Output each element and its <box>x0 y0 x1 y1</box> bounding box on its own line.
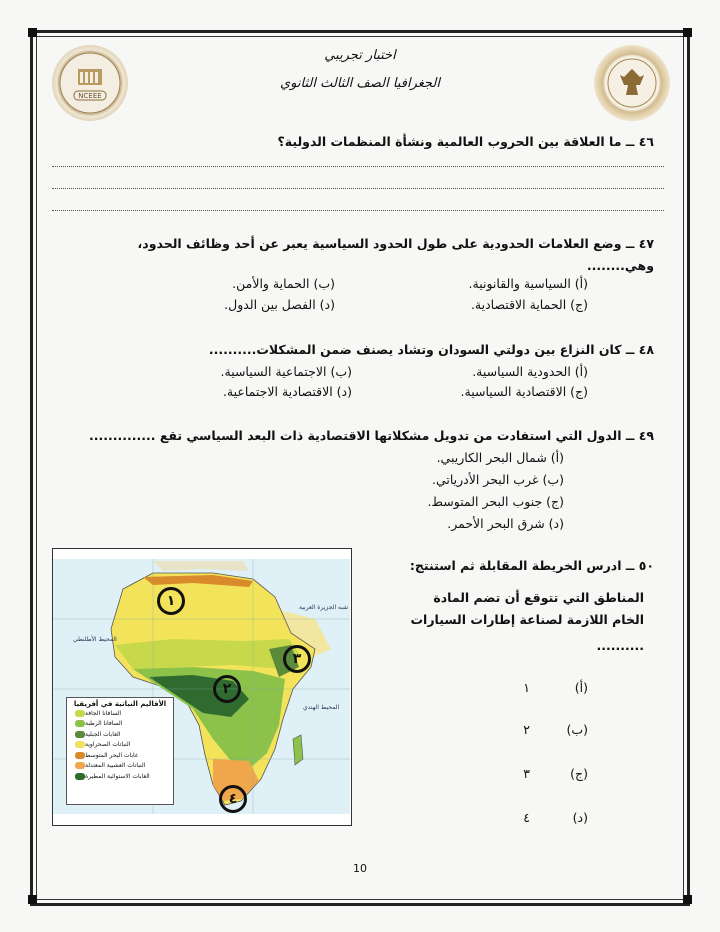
legend-label: النباتات العشبية المعتدلة <box>85 762 146 770</box>
q47-option-b[interactable]: (ب) الحماية والأمن. <box>232 276 335 291</box>
answer-line <box>52 188 664 189</box>
q50-option-d-value: ٤ <box>523 810 530 825</box>
q47-option-d[interactable]: (د) الفصل بين الدول. <box>224 297 335 312</box>
legend-label: السافانا الرطبة <box>85 720 123 728</box>
q48-option-b[interactable]: (ب) الاجتماعية السياسية. <box>220 364 352 379</box>
question-50-line3: الخام اللازمة لصناعة إطارات السيارات <box>410 612 644 627</box>
legend-swatch <box>75 752 85 759</box>
ncee-logo-text: NCEEE <box>78 92 102 100</box>
question-47: ٤٧ ــ وضع العلامات الحدودية على طول الحدود السياسية يعبر عن أحد وظائف الحدود، <box>137 236 654 251</box>
legend-item <box>67 719 173 730</box>
africa-vegetation-map <box>52 548 352 826</box>
legend-label: غابات البحر المتوسط <box>85 751 139 759</box>
legend-title: الأقاليم النباتية في أفريقيا <box>73 700 167 708</box>
question-50: ٥٠ ــ ادرس الخريطة المقابلة ثم استنتج: <box>409 558 654 573</box>
legend-label: السافانا الجافة <box>85 709 122 717</box>
q47-option-c[interactable]: (ج) الحماية الاقتصادية. <box>470 297 588 312</box>
q49-option-a[interactable]: (أ) شمال البحر الكاريبي. <box>436 450 564 465</box>
q50-option-b-value: ٢ <box>523 722 530 737</box>
q48-option-c[interactable]: (ج) الاقتصادية السياسية. <box>460 384 588 399</box>
question-48: ٤٨ ــ كان النزاع بين دولتي السودان وتشاد يصنف ضمن المشكلات.......... <box>208 342 654 357</box>
question-50-line2: المناطق التي تتوقع أن تضم المادة <box>433 590 644 605</box>
q49-option-d[interactable]: (د) شرق البحر الأحمر. <box>447 516 564 531</box>
legend-item <box>67 771 173 782</box>
legend-label: الغابات الجبلية <box>85 730 121 738</box>
q50-option-a-value: ١ <box>523 680 530 695</box>
legend-item <box>67 708 173 719</box>
q48-option-d[interactable]: (د) الاقتصادية الاجتماعية. <box>222 384 352 399</box>
answer-line <box>52 166 664 167</box>
legend-swatch <box>75 710 85 717</box>
corner-ornament <box>28 895 37 904</box>
question-50-line4: .......... <box>596 638 644 653</box>
q48-option-a[interactable]: (أ) الحدودية السياسية. <box>472 364 588 379</box>
indian-ocean-label: المحيط الهندي <box>303 704 340 711</box>
exam-subtitle: الجغرافيا الصف الثالث الثانوي <box>280 76 440 91</box>
legend-swatch <box>75 720 85 727</box>
map-legend <box>66 697 174 805</box>
map-marker-1[interactable]: ١ <box>157 587 185 615</box>
corner-ornament <box>683 895 692 904</box>
legend-label: الغابات الاستوائية المطيرة <box>85 772 150 780</box>
answer-line <box>52 210 664 211</box>
legend-swatch <box>75 731 85 738</box>
map-marker-2[interactable]: ٢ <box>213 675 241 703</box>
map-marker-3[interactable]: ٣ <box>283 645 311 673</box>
question-47-cont: وهي........ <box>586 258 654 273</box>
legend-item <box>67 729 173 740</box>
q50-option-c-label[interactable]: (ج) <box>570 766 588 781</box>
q50-option-c-value: ٣ <box>523 766 530 781</box>
question-46: ٤٦ ــ ما العلاقة بين الحروب العالمية ونشأة المنظمات الدولية؟ <box>277 134 654 149</box>
q49-option-b[interactable]: (ب) غرب البحر الأدرياتي. <box>431 472 564 487</box>
page-number: 10 <box>353 862 367 875</box>
legend-item <box>67 761 173 772</box>
question-49: ٤٩ ــ الدول التي استفادت من تدويل مشكلاتها الاقتصادية ذات البعد السياسي تقع .............. <box>89 428 654 443</box>
corner-ornament <box>28 28 37 37</box>
q50-option-d-label[interactable]: (د) <box>572 810 588 825</box>
q50-option-a-label[interactable]: (أ) <box>574 680 588 695</box>
legend-item <box>67 750 173 761</box>
legend-label: النباتات الصحراوية <box>85 741 131 749</box>
map-marker-4[interactable]: ٤ <box>219 785 247 813</box>
legend-swatch <box>75 762 85 769</box>
corner-ornament <box>683 28 692 37</box>
q50-option-b-label[interactable]: (ب) <box>566 722 588 737</box>
atlantic-label: المحيط الأطلنطي <box>73 636 117 643</box>
exam-title: اختبار تجريبي <box>324 48 396 63</box>
legend-swatch <box>75 773 85 780</box>
arabia-label: شبه الجزيرة العربية <box>299 604 349 611</box>
legend-swatch <box>75 741 85 748</box>
q47-option-a[interactable]: (أ) السياسية والقانونية. <box>468 276 588 291</box>
legend-item <box>67 740 173 751</box>
q49-option-c[interactable]: (ج) جنوب البحر المتوسط. <box>427 494 564 509</box>
